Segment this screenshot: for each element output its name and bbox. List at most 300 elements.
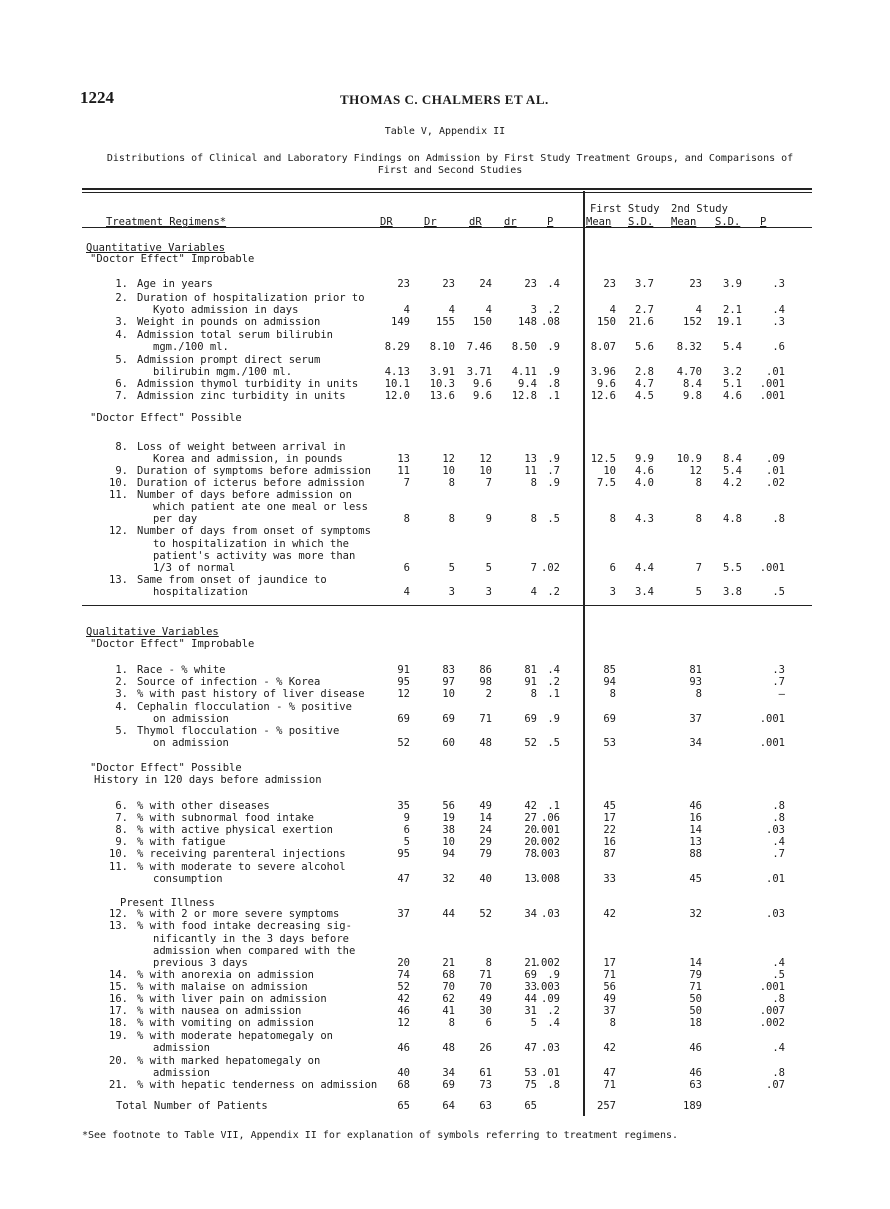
row-label: patient's activity was more than xyxy=(153,549,356,562)
cell-DR: 52 xyxy=(397,981,410,993)
cell-mean2: 79 xyxy=(689,969,702,981)
cell-sd1: 4.6 xyxy=(635,465,654,477)
cell-P: .03 xyxy=(541,1042,560,1054)
cell-sd1: 4.7 xyxy=(635,378,654,390)
cell-P: .9 xyxy=(547,477,560,489)
cell-P: .2 xyxy=(547,1005,560,1017)
cell-P: .08 xyxy=(541,316,560,328)
row-number: 2. xyxy=(115,291,128,304)
row-label: mgm./100 ml. xyxy=(153,341,229,353)
cell-dR: 24 xyxy=(479,278,492,290)
cell-sd1: 2.8 xyxy=(635,366,654,378)
row-number: 3. xyxy=(115,688,128,700)
subsection-quant-possible: "Doctor Effect" Possible xyxy=(90,412,242,424)
cell-DR: 95 xyxy=(397,676,410,688)
cell-mean1: 3 xyxy=(609,586,616,598)
header-col-sd1: S.D. xyxy=(628,216,654,228)
cell-P: .1 xyxy=(547,800,560,812)
cell-mean2: 18 xyxy=(689,1017,702,1029)
row-label: Weight in pounds on admission xyxy=(137,316,321,328)
cell-Dr: 32 xyxy=(442,873,455,885)
cell-sd1: 2.7 xyxy=(635,304,654,316)
cell-mean2: 8.32 xyxy=(676,341,702,353)
cell-P: .8 xyxy=(547,378,560,390)
cell-mean2: 9.8 xyxy=(683,390,702,402)
cell-P2: — xyxy=(778,688,785,700)
cell-sd2: 5.1 xyxy=(723,378,742,390)
cell-sd2: 4.6 xyxy=(723,390,742,402)
cell-dr: 31 xyxy=(524,1005,537,1017)
cell-P: .002 xyxy=(534,957,560,969)
cell-P: .7 xyxy=(547,465,560,477)
row-number: 10. xyxy=(109,848,128,860)
cell-DR: 68 xyxy=(397,1079,410,1091)
row-number: 10. xyxy=(109,477,128,489)
cell-mean1: 8 xyxy=(609,513,616,525)
cell-dR: 9.6 xyxy=(473,378,492,390)
cell-P2: .01 xyxy=(766,465,785,477)
cell-Dr: 19 xyxy=(442,812,455,824)
cell-sd1: 4.4 xyxy=(635,562,654,574)
cell-dr: 12.8 xyxy=(511,390,537,402)
cell-mean1: 56 xyxy=(603,981,616,993)
header-col-dr: dr xyxy=(504,216,517,228)
cell-dr: 53 xyxy=(524,1067,537,1079)
cell-dr: 11 xyxy=(524,465,537,477)
cell-P: .002 xyxy=(534,836,560,848)
cell-Dr: 12 xyxy=(442,453,455,465)
cell-DR: 46 xyxy=(397,1005,410,1017)
cell-P: .9 xyxy=(547,366,560,378)
cell-Dr: 69 xyxy=(442,1079,455,1091)
cell-mean2: 8 xyxy=(695,688,702,700)
row-label: % with vomiting on admission xyxy=(137,1017,315,1029)
cell-DR: 149 xyxy=(391,316,410,328)
cell-P2: .09 xyxy=(766,453,785,465)
row-label: Age in years xyxy=(137,278,213,290)
cell-mean2: 7 xyxy=(695,562,702,574)
cell-mean1: 12.6 xyxy=(590,390,616,402)
cell-dR: 61 xyxy=(479,1067,492,1079)
total-cell: 65 xyxy=(397,1100,410,1112)
cell-mean2: 8 xyxy=(695,513,702,525)
cell-DR: 47 xyxy=(397,873,410,885)
cell-P2: .4 xyxy=(772,304,785,316)
table-title-line1: Distributions of Clinical and Laboratory Findings on Admission by First Study Treatment Groups, and Comparisons of xyxy=(106,153,794,164)
cell-dR: 29 xyxy=(479,836,492,848)
cell-dr: 3 xyxy=(530,304,537,316)
cell-sd2: 5.4 xyxy=(723,465,742,477)
row-label: % with food intake decreasing sig- xyxy=(137,920,352,933)
cell-mean1: 4 xyxy=(609,304,616,316)
cell-mean1: 7.5 xyxy=(597,477,616,489)
cell-Dr: 38 xyxy=(442,824,455,836)
cell-mean1: 6 xyxy=(609,562,616,574)
row-label: % with malaise on admission xyxy=(137,981,308,993)
row-label: Duration of hospitalization prior to xyxy=(137,291,365,304)
cell-DR: 42 xyxy=(397,993,410,1005)
cell-P2: .4 xyxy=(772,836,785,848)
cell-dR: 7 xyxy=(485,477,492,489)
cell-mean2: 50 xyxy=(689,1005,702,1017)
cell-sd2: 3.2 xyxy=(723,366,742,378)
cell-mean2: 71 xyxy=(689,981,702,993)
header-first-study: First Study xyxy=(590,203,660,215)
cell-dR: 71 xyxy=(479,969,492,981)
row-label: Number of days from onset of symptoms xyxy=(137,525,371,538)
cell-P2: .8 xyxy=(772,812,785,824)
header-col-P2: P xyxy=(760,216,767,228)
row-label: admission xyxy=(153,1067,210,1079)
cell-mean2: 23 xyxy=(689,278,702,290)
cell-mean2: 37 xyxy=(689,713,702,725)
cell-P2: .6 xyxy=(772,341,785,353)
cell-dR: 3.71 xyxy=(466,366,492,378)
cell-dR: 98 xyxy=(479,676,492,688)
cell-dR: 9.6 xyxy=(473,390,492,402)
cell-Dr: 83 xyxy=(442,664,455,676)
cell-dR: 86 xyxy=(479,664,492,676)
row-label: 1/3 of normal xyxy=(153,562,236,574)
row-label: to hospitalization in which the xyxy=(153,537,349,550)
cell-P2: .4 xyxy=(772,957,785,969)
cell-DR: 4 xyxy=(403,304,410,316)
row-label: % with marked hepatomegaly on xyxy=(137,1054,321,1067)
header-col-dR: dR xyxy=(469,216,482,228)
subsection-qual-improbable: "Doctor Effect" Improbable xyxy=(90,638,255,650)
cell-P: .01 xyxy=(541,1067,560,1079)
page-number: 1224 xyxy=(80,88,114,107)
row-label: % with liver pain on admission xyxy=(137,993,327,1005)
row-number: 9. xyxy=(115,836,128,848)
cell-mean2: 8.4 xyxy=(683,378,702,390)
cell-dr: 8 xyxy=(530,688,537,700)
cell-DR: 6 xyxy=(403,562,410,574)
cell-P: .8 xyxy=(547,1079,560,1091)
cell-P2: .001 xyxy=(759,981,785,993)
cell-mean2: 32 xyxy=(689,908,702,920)
cell-mean2: 88 xyxy=(689,848,702,860)
cell-P: .2 xyxy=(547,304,560,316)
table-title xyxy=(70,153,830,177)
cell-dr: 8.50 xyxy=(511,341,537,353)
cell-dR: 10 xyxy=(479,465,492,477)
cell-Dr: 8 xyxy=(448,513,455,525)
section-qualitative: Qualitative Variables xyxy=(86,626,219,638)
cell-P2: .3 xyxy=(772,316,785,328)
cell-dR: 52 xyxy=(479,908,492,920)
table-top-rule-2 xyxy=(82,192,812,193)
cell-dr: 81 xyxy=(524,664,537,676)
cell-P2: .01 xyxy=(766,873,785,885)
cell-P2: .002 xyxy=(759,1017,785,1029)
row-label: % with active physical exertion xyxy=(137,824,333,836)
cell-Dr: 155 xyxy=(436,316,455,328)
section-quantitative: Quantitative Variables xyxy=(86,242,226,254)
cell-DR: 6 xyxy=(403,824,410,836)
cell-sd1: 4.5 xyxy=(635,390,654,402)
cell-mean1: 9.6 xyxy=(597,378,616,390)
cell-DR: 40 xyxy=(397,1067,410,1079)
cell-P2: .8 xyxy=(772,800,785,812)
cell-P: .2 xyxy=(547,676,560,688)
row-number: 1. xyxy=(115,664,128,676)
cell-P: .008 xyxy=(534,873,560,885)
cell-P2: .8 xyxy=(772,513,785,525)
row-label: hospitalization xyxy=(153,586,248,598)
cell-DR: 95 xyxy=(397,848,410,860)
cell-DR: 7 xyxy=(403,477,410,489)
row-number: 5. xyxy=(115,724,128,737)
cell-DR: 37 xyxy=(397,908,410,920)
cell-sd2: 4.2 xyxy=(723,477,742,489)
cell-mean2: 50 xyxy=(689,993,702,1005)
cell-DR: 9 xyxy=(403,812,410,824)
cell-Dr: 34 xyxy=(442,1067,455,1079)
row-label: % with nausea on admission xyxy=(137,1005,302,1017)
row-number: 12. xyxy=(109,525,128,538)
cell-P: .9 xyxy=(547,969,560,981)
cell-dr: 148 xyxy=(518,316,537,328)
row-number: 3. xyxy=(115,316,128,328)
subsection-present-illness: Present Illness xyxy=(120,897,215,909)
cell-P: .1 xyxy=(547,688,560,700)
header-col-DR: DR xyxy=(380,216,393,228)
footnote: *See footnote to Table VII, Appendix II for explanation of symbols referring to treatment regimens. xyxy=(82,1130,679,1141)
cell-mean2: 81 xyxy=(689,664,702,676)
header-col-mean2: Mean xyxy=(671,216,697,228)
row-number: 13. xyxy=(109,920,128,933)
row-number: 20. xyxy=(109,1054,128,1067)
cell-DR: 74 xyxy=(397,969,410,981)
cell-dr: 33 xyxy=(524,981,537,993)
cell-mean1: 53 xyxy=(603,737,616,749)
cell-mean1: 12.5 xyxy=(590,453,616,465)
cell-Dr: 69 xyxy=(442,713,455,725)
cell-sd2: 5.4 xyxy=(723,341,742,353)
row-label: % with anorexia on admission xyxy=(137,969,315,981)
cell-mean2: 5 xyxy=(695,586,702,598)
cell-dR: 8 xyxy=(485,957,492,969)
cell-mean1: 47 xyxy=(603,1067,616,1079)
cell-P: .5 xyxy=(547,737,560,749)
row-number: 8. xyxy=(115,824,128,836)
cell-dr: 20 xyxy=(524,824,537,836)
cell-dR: 4 xyxy=(485,304,492,316)
cell-P2: .001 xyxy=(759,562,785,574)
cell-P2: .03 xyxy=(766,908,785,920)
cell-P2: .5 xyxy=(772,586,785,598)
cell-P2: .8 xyxy=(772,1067,785,1079)
cell-dR: 70 xyxy=(479,981,492,993)
cell-dR: 79 xyxy=(479,848,492,860)
cell-mean1: 17 xyxy=(603,812,616,824)
cell-mean2: 4.70 xyxy=(676,366,702,378)
row-label: % with 2 or more severe symptoms xyxy=(137,908,340,920)
row-label: Race - % white xyxy=(137,664,226,676)
cell-dR: 49 xyxy=(479,800,492,812)
header-second-study: 2nd Study xyxy=(671,203,728,215)
cell-P2: .7 xyxy=(772,676,785,688)
cell-DR: 35 xyxy=(397,800,410,812)
cell-Dr: 8 xyxy=(448,1017,455,1029)
cell-mean1: 17 xyxy=(603,957,616,969)
row-label: Admission zinc turbidity in units xyxy=(137,390,346,402)
cell-Dr: 10 xyxy=(442,465,455,477)
cell-Dr: 68 xyxy=(442,969,455,981)
subsection-qual-history: History in 120 days before admission xyxy=(94,774,322,786)
row-label: admission when compared with the xyxy=(153,944,356,957)
cell-DR: 4 xyxy=(403,586,410,598)
cell-mean1: 49 xyxy=(603,993,616,1005)
cell-dr: 42 xyxy=(524,800,537,812)
cell-sd1: 3.7 xyxy=(635,278,654,290)
header-col-sd2: S.D. xyxy=(715,216,741,228)
cell-P: .003 xyxy=(534,848,560,860)
cell-mean1: 8.07 xyxy=(590,341,616,353)
cell-mean1: 37 xyxy=(603,1005,616,1017)
cell-DR: 4.13 xyxy=(384,366,410,378)
cell-P: .5 xyxy=(547,513,560,525)
cell-P: .4 xyxy=(547,278,560,290)
row-label: % with subnormal food intake xyxy=(137,812,315,824)
row-number: 8. xyxy=(115,440,128,453)
row-label: nificantly in the 3 days before xyxy=(153,932,349,945)
cell-P: .9 xyxy=(547,713,560,725)
cell-dr: 4.11 xyxy=(511,366,537,378)
cell-P2: .7 xyxy=(772,848,785,860)
total-cell: 189 xyxy=(683,1100,702,1112)
cell-dr: 9.4 xyxy=(518,378,537,390)
cell-DR: 13 xyxy=(397,453,410,465)
cell-mean2: 14 xyxy=(689,824,702,836)
header-col-P: P xyxy=(547,216,554,228)
cell-P2: .001 xyxy=(759,713,785,725)
cell-mean1: 8 xyxy=(609,1017,616,1029)
cell-P2: .4 xyxy=(772,1042,785,1054)
cell-sd2: 3.8 xyxy=(723,586,742,598)
cell-mean1: 22 xyxy=(603,824,616,836)
cell-P: .06 xyxy=(541,812,560,824)
subsection-qual-possible: "Doctor Effect" Possible xyxy=(90,762,242,774)
cell-dR: 5 xyxy=(485,562,492,574)
cell-P: .001 xyxy=(534,824,560,836)
cell-dR: 40 xyxy=(479,873,492,885)
cell-mean1: 71 xyxy=(603,1079,616,1091)
cell-P2: .07 xyxy=(766,1079,785,1091)
cell-mean1: 23 xyxy=(603,278,616,290)
row-label: % with past history of liver disease xyxy=(137,688,365,700)
cell-Dr: 4 xyxy=(448,304,455,316)
cell-Dr: 56 xyxy=(442,800,455,812)
cell-P: .9 xyxy=(547,453,560,465)
cell-dr: 34 xyxy=(524,908,537,920)
cell-DR: 23 xyxy=(397,278,410,290)
cell-Dr: 94 xyxy=(442,848,455,860)
cell-DR: 69 xyxy=(397,713,410,725)
cell-mean1: 33 xyxy=(603,873,616,885)
cell-mean1: 94 xyxy=(603,676,616,688)
cell-sd1: 3.4 xyxy=(635,586,654,598)
cell-mean2: 4 xyxy=(695,304,702,316)
row-number: 6. xyxy=(115,378,128,390)
cell-sd2: 19.1 xyxy=(716,316,742,328)
cell-DR: 8 xyxy=(403,513,410,525)
row-number: 1. xyxy=(115,278,128,290)
row-number: 7. xyxy=(115,390,128,402)
cell-Dr: 10 xyxy=(442,688,455,700)
table-top-rule xyxy=(82,188,812,190)
cell-mean1: 150 xyxy=(597,316,616,328)
cell-Dr: 3.91 xyxy=(429,366,455,378)
row-number: 16. xyxy=(109,993,128,1005)
cell-dr: 23 xyxy=(524,278,537,290)
cell-sd2: 5.5 xyxy=(723,562,742,574)
header-col-Dr: Dr xyxy=(424,216,437,228)
cell-mean2: 46 xyxy=(689,800,702,812)
cell-mean1: 16 xyxy=(603,836,616,848)
cell-DR: 46 xyxy=(397,1042,410,1054)
cell-mean2: 46 xyxy=(689,1067,702,1079)
cell-mean2: 13 xyxy=(689,836,702,848)
row-number: 18. xyxy=(109,1017,128,1029)
cell-dr: 5 xyxy=(530,1017,537,1029)
cell-mean1: 71 xyxy=(603,969,616,981)
cell-dR: 150 xyxy=(473,316,492,328)
cell-dr: 91 xyxy=(524,676,537,688)
row-number: 15. xyxy=(109,981,128,993)
cell-DR: 10.1 xyxy=(384,378,410,390)
cell-dR: 24 xyxy=(479,824,492,836)
cell-sd2: 4.8 xyxy=(723,513,742,525)
row-label: % receiving parenteral injections xyxy=(137,848,346,860)
cell-sd1: 4.3 xyxy=(635,513,654,525)
cell-DR: 5 xyxy=(403,836,410,848)
cell-sd1: 5.6 xyxy=(635,341,654,353)
cell-P2: .5 xyxy=(772,969,785,981)
cell-dr: 69 xyxy=(524,969,537,981)
row-label: % with hepatic tenderness on admission xyxy=(137,1079,378,1091)
cell-DR: 8.29 xyxy=(384,341,410,353)
cell-Dr: 21 xyxy=(442,957,455,969)
cell-dR: 2 xyxy=(485,688,492,700)
cell-Dr: 8.10 xyxy=(429,341,455,353)
cell-dr: 47 xyxy=(524,1042,537,1054)
row-label: Cephalin flocculation - % positive xyxy=(137,700,352,713)
cell-mean1: 42 xyxy=(603,908,616,920)
row-number: 9. xyxy=(115,465,128,477)
total-cell: 65 xyxy=(524,1100,537,1112)
cell-dR: 71 xyxy=(479,713,492,725)
row-label: on admission xyxy=(153,737,229,749)
row-label: Same from onset of jaundice to xyxy=(137,573,327,586)
cell-mean2: 93 xyxy=(689,676,702,688)
cell-dr: 27 xyxy=(524,812,537,824)
cell-Dr: 60 xyxy=(442,737,455,749)
cell-dr: 69 xyxy=(524,713,537,725)
total-cell: 64 xyxy=(442,1100,455,1112)
cell-P2: .02 xyxy=(766,477,785,489)
cell-P: .03 xyxy=(541,908,560,920)
row-label: Admission prompt direct serum xyxy=(137,353,321,366)
cell-P: .02 xyxy=(541,562,560,574)
row-label: Duration of icterus before admission xyxy=(137,477,365,489)
cell-dR: 14 xyxy=(479,812,492,824)
cell-P2: .01 xyxy=(766,366,785,378)
row-label: % with moderate to severe alcohol xyxy=(137,860,346,873)
cell-Dr: 62 xyxy=(442,993,455,1005)
row-label: Duration of symptoms before admission xyxy=(137,465,371,477)
